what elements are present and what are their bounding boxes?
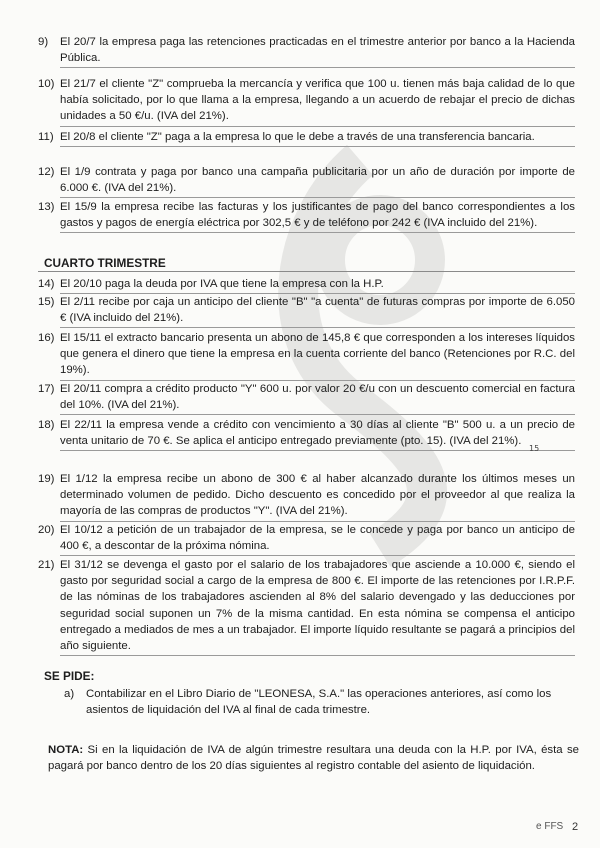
exercise-item-18	[38, 417, 575, 451]
item-number: 14)	[38, 278, 55, 290]
item-text: El 10/12 a petición de un trabajador de la empresa, se le concede y paga por banco un anticipo de 400 €, a descontar de la próxima nómina.	[60, 522, 575, 556]
task-text: Contabilizar en el Libro Diario de "LEONESA, S.A." las operaciones anteriores, así como los asientos de liquidación del IVA al final de cada trimestre.	[86, 688, 552, 717]
footer-org: e FFS	[536, 821, 564, 832]
item-number: 10)	[38, 78, 55, 90]
exercise-item-19	[38, 471, 575, 522]
exercise-item-9	[38, 34, 575, 68]
item-text: El 22/11 la empresa vende a crédito con vencimiento a 30 días al cliente "B" 500 u. a un precio de venta unitario de 70 €. Se aplica el anticipo entregado previamente (pto. 15). (IVA del 21%).	[60, 417, 575, 451]
item-text: El 15/11 el extracto bancario presenta un abono de 145,8 € que corresponden a los intereses líquidos que genera el dinero que tiene la empresa en la cuenta corriente del banco (Retenciones por R.C. del 19%).	[60, 330, 575, 381]
se-pide-heading: SE PIDE:	[44, 669, 95, 683]
item-number: 18)	[38, 419, 55, 431]
exercise-item-11	[38, 129, 575, 147]
exercise-item-17	[38, 381, 575, 415]
item-text: El 31/12 se devenga el gasto por el salario de los trabajadores que asciende a 10.000 €, siendo el gasto por seguridad social a cargo de la empresa de 800 €. El importe de las retenciones por I.R.P.F. de las nóminas de los trabajadores ascienden al 8% del salario devengado y las deducciones por seguridad social suponen un 7% de la misma cantidad. En esta nómina se compensa el anticipo entregado a mediados de mes a un trabajador. El importe líquido resultante se pagará a principios del año siguiente.	[60, 557, 575, 656]
exercise-item-14	[38, 276, 575, 294]
item-number: 17)	[38, 383, 55, 395]
item-text: El 20/8 el cliente "Z" paga a la empresa lo que le debe a través de una transferencia bancaria.	[60, 129, 575, 147]
item-text: El 1/9 contrata y paga por banco una campaña publicitaria por un año de duración por importe de 6.000 €. (IVA del 21%).	[60, 164, 575, 198]
note-paragraph	[48, 742, 579, 774]
item-number: 13)	[38, 201, 55, 213]
exercise-item-13	[38, 199, 575, 233]
exercise-item-16	[38, 330, 575, 381]
exercise-item-15	[38, 294, 575, 328]
exercise-item-10	[38, 76, 575, 127]
note-label: NOTA:	[48, 744, 84, 756]
item-number: 21)	[38, 559, 55, 571]
item-text: El 1/12 la empresa recibe un abono de 300 € al haber alcanzado durante los últimos meses un determinado volumen de pedido. Dicho descuento es concedido por el proveedor al que realiza la mayoría de las compras de productos "Y". (IVA del 21%).	[60, 471, 575, 522]
item-text: El 2/11 recibe por caja un anticipo del cliente "B" "a cuenta" de futuras compras por importe de 6.050 € (IVA incluido del 21%).	[60, 294, 575, 328]
note-text: Si en la liquidación de IVA de algún trimestre resultara una deuda con la H.P. por IVA, ésta se pagará por banco dentro de los 20 días siguientes al registro contable del asiento de liquidación.	[48, 744, 579, 773]
item-number: 11)	[38, 131, 54, 143]
task-letter: a)	[64, 688, 75, 700]
item-text: El 20/11 compra a crédito producto "Y" 600 u. por valor 20 €/u con un descuento comercial en factura del 10%. (IVA del 21%).	[60, 381, 575, 415]
item-text: El 20/10 paga la deuda por IVA que tiene la empresa con la H.P.	[60, 276, 575, 294]
item-text: El 20/7 la empresa paga las retenciones practicadas en el trimestre anterior por banco a la Hacienda Pública.	[60, 34, 575, 68]
item-text: El 15/9 la empresa recibe las facturas y los justificantes de pago del banco correspondientes a los gastos y pagos de energía eléctrica por 302,5 € y de teléfono por 242 € (IVA incluido del 21%).	[60, 199, 575, 233]
item-number: 16)	[38, 332, 55, 344]
item-number: 20)	[38, 524, 55, 536]
item-text: El 21/7 el cliente "Z" comprueba la mercancía y verifica que 100 u. tienen más baja calidad de lo que había solicitado, por lo que llama a la empresa, llegando a un acuerdo de rebajar el precio de dichas unidades a 50 €/u. (IVA del 21%).	[60, 76, 575, 127]
item-number: 19)	[38, 473, 55, 485]
section-heading: CUARTO TRIMESTRE	[44, 256, 166, 270]
exercise-item-21	[38, 557, 575, 656]
page-number: 2	[572, 821, 579, 833]
task-item-a	[64, 686, 579, 718]
section-divider	[38, 271, 575, 272]
item-number: 12)	[38, 166, 55, 178]
exercise-item-20	[38, 522, 575, 556]
handwritten-annotation: 15	[529, 444, 540, 453]
item-number: 9)	[38, 36, 49, 48]
exercise-item-12	[38, 164, 575, 198]
item-number: 15)	[38, 296, 55, 308]
